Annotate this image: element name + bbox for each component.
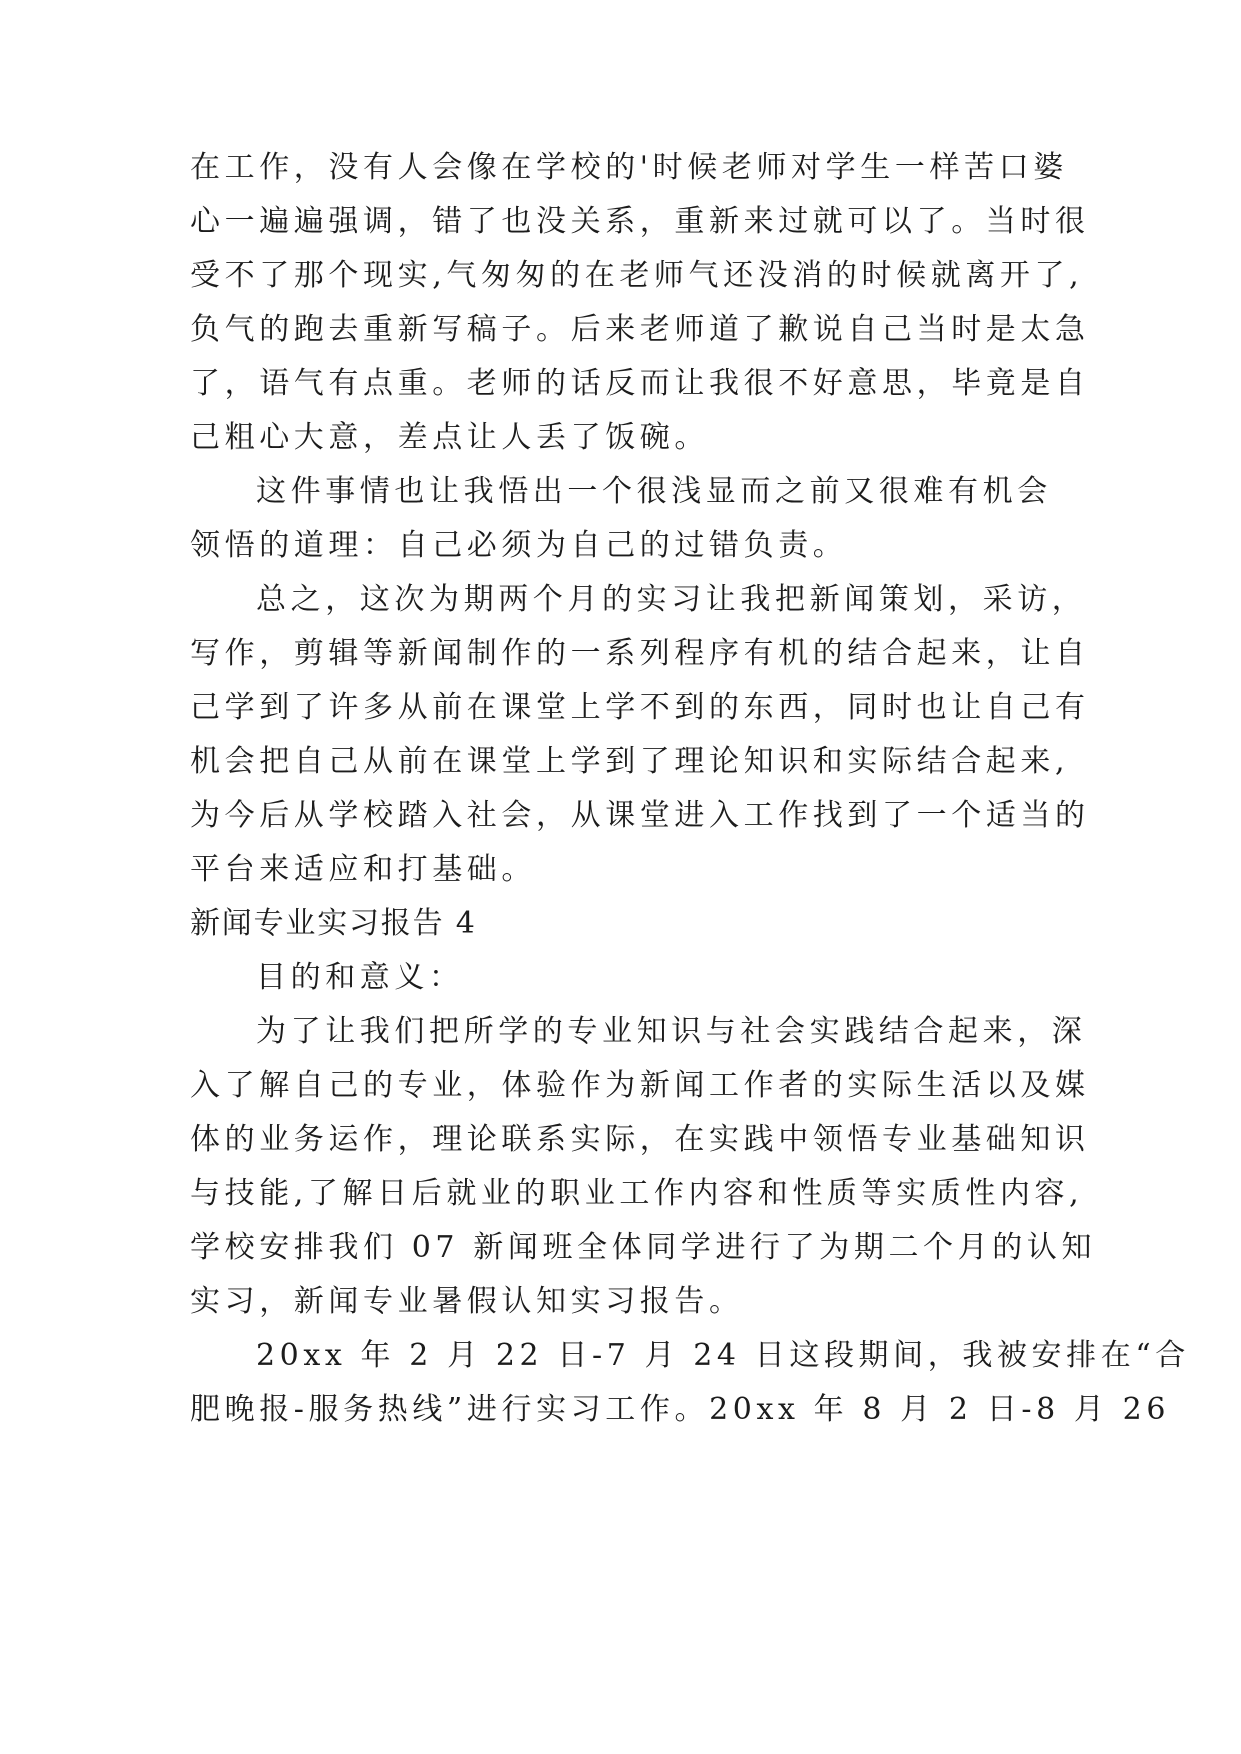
text-line: 总之，这次为期两个月的实习让我把新闻策划，采访， <box>256 582 1087 617</box>
text-line: 为了让我们把所学的专业知识与社会实践结合起来，深 <box>256 1014 1087 1049</box>
text-line: 为今后从学校踏入社会，从课堂进入工作找到了一个适当的 <box>190 798 1090 833</box>
text-line: 与技能,了解日后就业的职业工作内容和性质等实质性内容, <box>190 1176 1084 1211</box>
text-line: 己学到了许多从前在课堂上学不到的东西，同时也让自己有 <box>190 690 1090 725</box>
text-line: 入了解自己的专业，体验作为新闻工作者的实际生活以及媒 <box>190 1068 1090 1103</box>
text-line: 己粗心大意，差点让人丢了饭碗。 <box>190 420 709 455</box>
text-line: 这件事情也让我悟出一个很浅显而之前又很难有机会 <box>256 474 1052 509</box>
text-line: 受不了那个现实,气匆匆的在老师气还没消的时候就离开了, <box>190 258 1084 293</box>
text-line: 负气的跑去重新写稿子。后来老师道了歉说自己当时是太急 <box>190 312 1090 347</box>
text-line: 机会把自己从前在课堂上学到了理论知识和实际结合起来, <box>190 744 1070 779</box>
text-line: 20xx 年 2 月 22 日-7 月 24 日这段期间，我被安排在“合 <box>256 1338 1190 1373</box>
text-line: 在工作，没有人会像在学校的'时候老师对学生一样苦口婆 <box>190 150 1068 185</box>
subheading: 目的和意义： <box>256 960 464 995</box>
text-line: 体的业务运作，理论联系实际，在实践中领悟专业基础知识 <box>190 1122 1090 1157</box>
text-line: 写作，剪辑等新闻制作的一系列程序有机的结合起来，让自 <box>190 636 1090 671</box>
text-line: 了，语气有点重。老师的话反而让我很不好意思，毕竟是自 <box>190 366 1090 401</box>
text-line: 肥晚报-服务热线”进行实习工作。20xx 年 8 月 2 日-8 月 26 <box>190 1392 1171 1427</box>
text-line: 学校安排我们 07 新闻班全体同学进行了为期二个月的认知 <box>190 1230 1097 1265</box>
text-line: 心一遍遍强调，错了也没关系，重新来过就可以了。当时很 <box>190 204 1090 239</box>
section-title: 新闻专业实习报告 4 <box>190 906 477 941</box>
text-line: 平台来适应和打基础。 <box>190 852 536 887</box>
text-line: 实习，新闻专业暑假认知实习报告。 <box>190 1284 744 1319</box>
text-line: 领悟的道理：自己必须为自己的过错负责。 <box>190 528 848 563</box>
